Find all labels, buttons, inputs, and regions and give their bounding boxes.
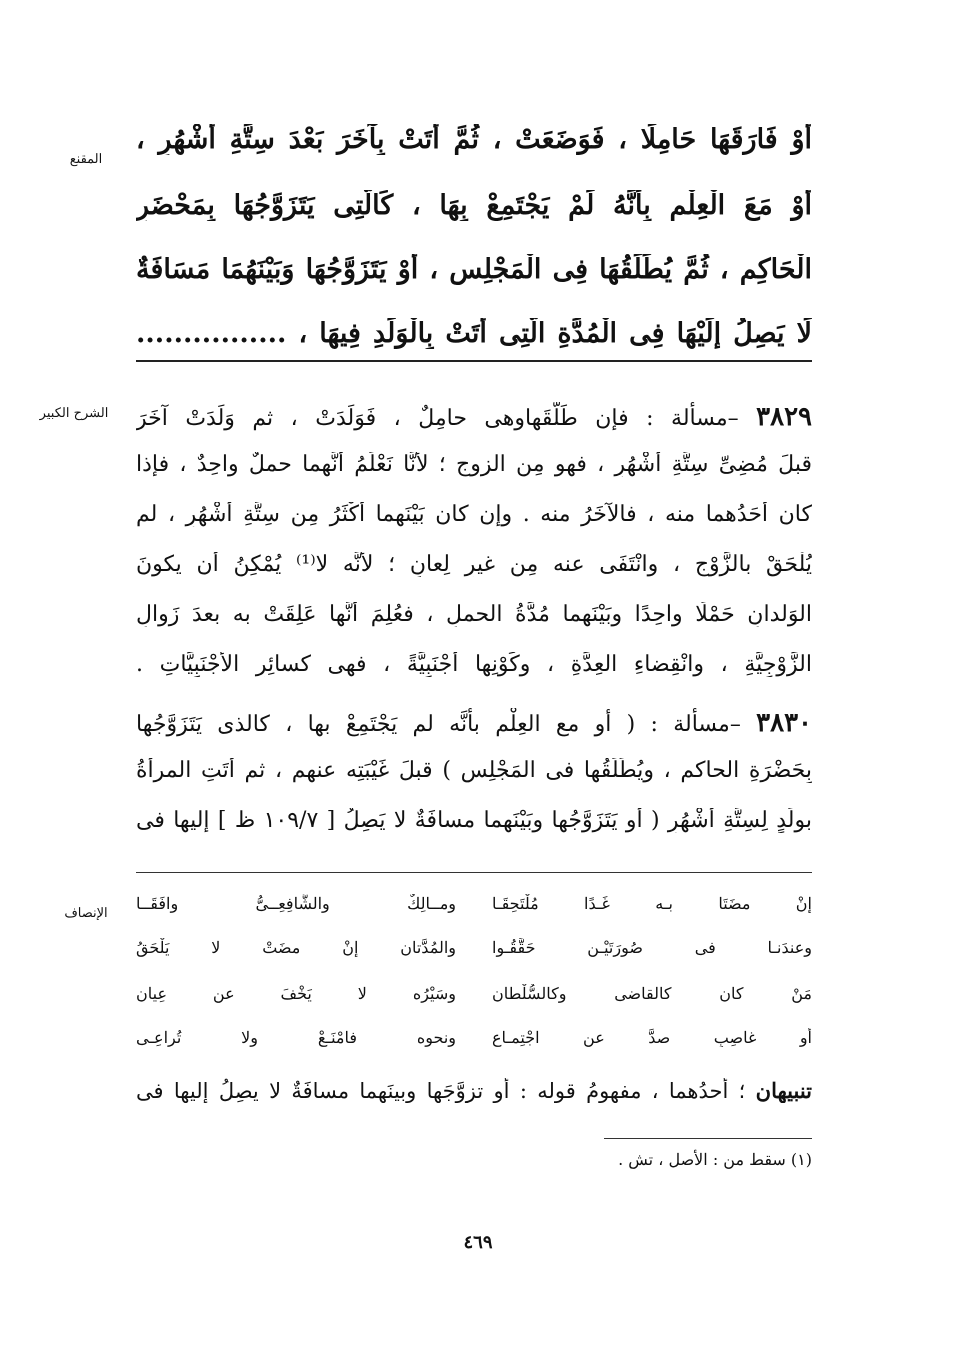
page-number: ٤٦٩ [463, 1232, 493, 1253]
tanbih-label: تنبيهان [755, 1078, 812, 1103]
verse-first-hemistich: إنْ مضَتَا بـه غَـدًا مُلْتَحِقَـا [492, 894, 812, 913]
issue-number: ٣٨٢٩ [756, 402, 812, 432]
side-label-muqni: المقنع [69, 152, 103, 167]
verse-first-hemistich: مَنْ كان كالقاضى وكالسُّلْطانِ [492, 984, 812, 1003]
verse-first-hemistich: أو غاصِبٍ صدَّ عن اجْتِمـاعِ [492, 1028, 812, 1047]
sharh-text [136, 402, 812, 862]
sharh-line: الوَلدانِ حَمْلًا واحِدًا وبَيْنَهما مُدَّةُ الحملِ ، فعُلِمَ أنَّها عَلِقَتْ به بعدَ زَوالِ [136, 602, 812, 627]
muqni-divider [136, 360, 812, 362]
sharh-line: يُلْحَقْ بالزَّوْجِ ، وانْتَفَى عنه مِن غيرِ لِعانٍ ؛ لأنَّه لا⁽¹⁾ يُمْكِنُ أن يكونَ [136, 552, 812, 577]
verse-second-hemistich: ونحوِه فامْنَـعْ ولا تُراعِـى [136, 1028, 456, 1047]
poem-verse [136, 938, 812, 978]
verse-second-hemistich: والمُدَّتانِ إنْ مضَتْ لا يَلْحَقُ [136, 938, 456, 957]
poem-verse [136, 984, 812, 1024]
sharh-issue-heading [136, 402, 812, 432]
muqni-line: أَوْ مَعَ الْعِلْمِ بِأَنَّهُ لَمْ يَجْتَمِعْ بِهَا ، كَالَّتِى يَتَزَوَّجُهَا بِمَحْضَرِ [136, 190, 812, 221]
verse-second-hemistich: ومــالِكٌ والشَّافِعِــىُّ وافَقَــا [136, 894, 456, 913]
issue-text: –مسألة : فإن طَلَّقَهاوهى حامِلٌ ، فَوَلَدَتْ ، ثم وَلَدَتْ آخَرَ [136, 406, 757, 431]
sharh-line: بِحَضْرَةِ الحاكمِ ، ويُطَلِّقُها فى المَجْلِسِ ) قبلَ غَيْبَتِه عنهم ، ثم أتَتِ المرأةُ [136, 758, 812, 783]
side-label-sharh: الشرح الكبير [39, 406, 109, 421]
sharh-line: كان أحَدُهما منه ، فالآخَرُ منه . وإن كان بَيْنَهما أكْثَرُ مِن سِتَّةِ أشْهُرٍ ، لم [136, 502, 812, 527]
verse-second-hemistich: وسَيْرُه لا يَخْفَ عن عِيانِ [136, 984, 456, 1003]
sharh-line: قبلَ مُضِىِّ سِتَّةِ أشْهُرٍ ، فهو مِن الزوجِ ؛ لأنَّا نَعْلَمُ أنَّهما حملٌ واحِدٌ ، فإذا [136, 452, 812, 477]
sharh-issue-heading [136, 708, 812, 738]
insaf-tanbih-line [136, 1078, 812, 1103]
insaf-text [136, 894, 812, 1124]
muqni-line: الْحَاكِمِ ، ثُمَّ يُطَلِّقُهَا فِى الْمَجْلِسِ ، أَوْ يَتَزَوَّجُهَا وَبَيْنَهُمَا مَسَافَةٌ [136, 254, 812, 285]
issue-text: –مسألة : ( أو مع العِلْمِ بأنَّه لم يَجْتَمِعْ بها ، كالذى يَتَزَوَّجُها [136, 712, 757, 737]
poem-verse [136, 894, 812, 934]
muqni-line: لَا يَصِلُ إِلَيْهَا فِى الْمُدَّةِ الَّتِى أَتَتْ بِالْوَلَدِ فِيهَا ، ................ [136, 318, 812, 349]
sharh-divider [136, 872, 812, 873]
poem-verse [136, 1028, 812, 1068]
verse-first-hemistich: وعندَنـا فى صُورَتَيْـنِ حَقَّقُـوا [492, 938, 812, 957]
footnote: (١) سقط من : الأصل ، تش . [618, 1150, 812, 1169]
muqni-text [136, 124, 812, 354]
tanbih-text: ؛ أحدُهما ، مفهومُ قوله : أو تزوَّجَها وبينَهما مسافَةٌ لا يصِلُ إليها فى [136, 1079, 756, 1103]
side-label-insaf: الإنصاف [64, 906, 108, 921]
sharh-line: الزَّوْجِيَّةِ ، وانْقِضاءِ العِدَّةِ ، وكَوْنِها أجْنَبِيَّةً ، فهى كسائِرِ الأجْنَبِيَّاتِ . [136, 652, 812, 677]
issue-number: ٣٨٣٠ [756, 708, 812, 738]
footnote-divider [604, 1138, 812, 1139]
sharh-line: بولَدٍ لِسِتَّةِ أشْهُرٍ ( أو يَتَزَوَّجُها وبَيْنَهما مسافَةٌ لا يَصِلُ [ ١٠٩/٧ ظ ] إليها فى [136, 808, 812, 833]
muqni-line: أَوْ فَارَقَهَا حَامِلًا ، فَوَضَعَتْ ، ثُمَّ أَتَتْ بِآخَرَ بَعْدَ سِتَّةِ أَشْهُرٍ ، [136, 124, 812, 155]
